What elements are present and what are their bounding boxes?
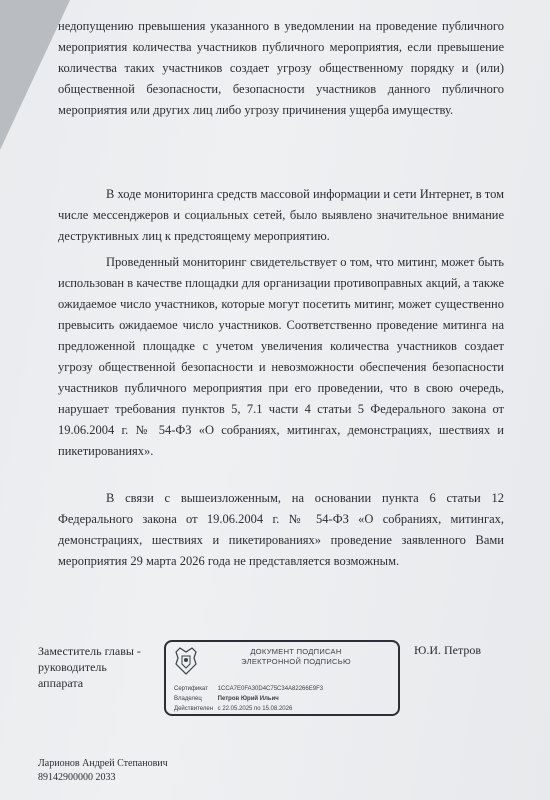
signer-title-line: аппарата [38,676,84,690]
stamp-value: 1CCA7E0FA30D4C75C34A82266E9F3 [217,686,324,692]
signer-title-line: руководитель [38,660,107,674]
stamp-header-line: ЭЛЕКТРОННОЙ ПОДПИСЬЮ [241,657,351,666]
paragraph-2: В ходе мониторинга средств массовой информации и сети Интернет, в том числе мессенджеров и социальных сетей, было выявлено значительное внимание деструктивных лиц к предстоящему мероприятию. [58,187,504,243]
stamp-label: Сертификат [174,686,208,692]
signer-title-line: Заместитель главы - [38,644,141,658]
electronic-signature-stamp [164,640,400,716]
stamp-value: с 22.05.2025 по 15.08.2026 [217,706,293,712]
paragraph-1: недопущению превышения указанного в уведомлении на проведение публичного мероприятия количества участников публичного мероприятия, если превышение количества таких участников создает угрозу общественному порядку и (или) общественной безопасности, безопасности участников данного публичного мероприятия или других лиц либо угрозу причинения ущерба имуществу. [58,19,504,117]
stamp-value: Петров Юрий Ильич [217,696,279,702]
stamp-label: Действителен [174,706,214,712]
paragraph-3: Проведенный мониторинг свидетельствует о том, что митинг, может быть использован в качестве площадки для организации противоправных акций, а также ожидаемое число участников, которые могут посетить митинг, может существенно превысить ожидаемое число участников. Соответственно проведение митинга на предложенной площадке с учетом увеличения количества участников создает угрозу общественной безопасности и невозможности обеспечения безопасности участников публичного мероприятия при его проведении, что в свою очередь, нарушает требования пунктов 5, 7.1 части 4 статьи 5 Федерального закона от 19.06.2004 г. № 54-ФЗ «О собраниях, митингах, демонстрациях, шествиях и пикетированиях». [58,255,504,458]
signer-title [38,643,158,691]
stamp-header [206,647,386,667]
stamp-label: Владелец [174,696,202,702]
executor-phone: 89142900000 2033 [38,772,116,783]
coat-of-arms-icon [172,646,200,676]
executor-name: Ларионов Андрей Степанович [38,758,168,769]
paragraph-4: В связи с вышеизложенным, на основании пункта 6 статьи 12 Федерального закона от 19.06.2004 г. № 54-ФЗ «О собраниях, митингах, демонстрациях, шествиях и пикетированиях» проведение заявленного Вами мероприятия 29 марта 2026 года не представляется возможным. [58,491,504,568]
executor-info [38,757,168,785]
stamp-header-line: ДОКУМЕНТ ПОДПИСАН [250,647,342,656]
stamp-certificate-row [174,686,323,692]
signer-name: Ю.И. Петров [414,643,482,657]
stamp-owner-row [174,696,279,702]
stamp-validity-row [174,706,292,712]
